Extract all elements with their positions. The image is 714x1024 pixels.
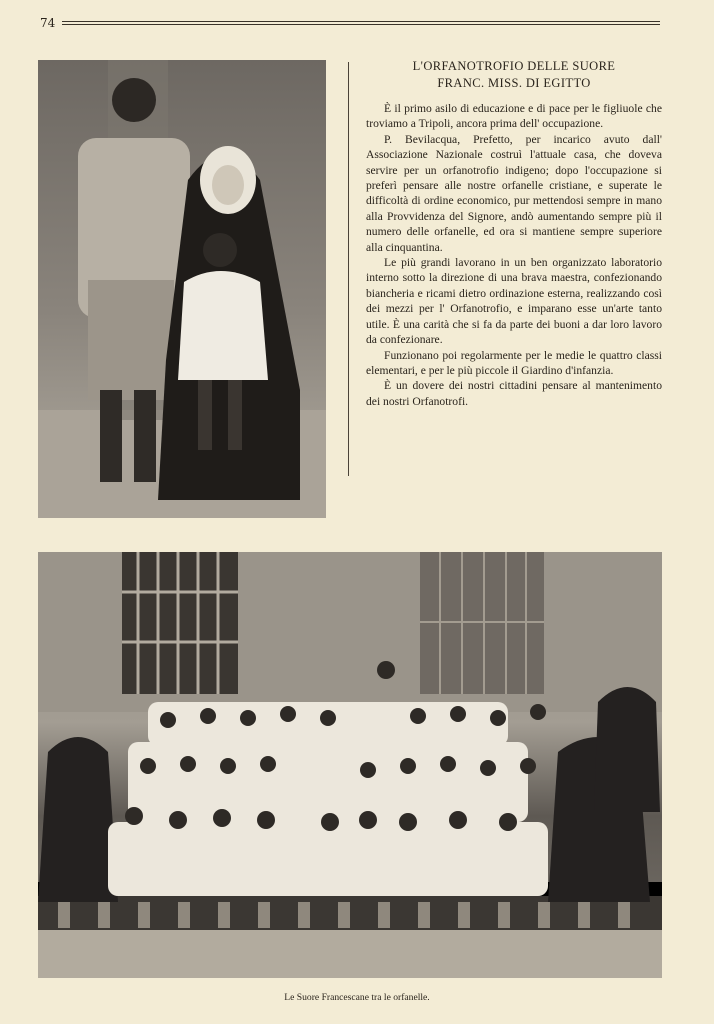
article-title-line-1: L'ORFANOTROFIO DELLE SUORE — [412, 59, 616, 73]
paragraph: P. Bevilacqua, Prefetto, per incarico avuto dall' Associazione Nazionale costruì l'attuale casa, che doveva servire per un orfanotrofio indigeno; dopo l'occupazione si preferì pensare alle nostre orfanelle cristiane, e superate le difficoltà di ordine economico, pur mettendosi sempre in mano alla Provvidenza del Signore, andò aumentando sempre più il numero delle orfanelle, ed ora si mantiene sempre superiore alla cinquantina. — [366, 132, 662, 254]
paragraph: Funzionano poi regolarmente per le medie le quattro classi elementari, e per le più piccole il Giardino d'infanzia. — [366, 348, 662, 377]
header-rule — [62, 21, 660, 25]
paragraph: È un dovere dei nostri cittadini pensare al mantenimento dei nostri Orfanotrofi. — [366, 379, 662, 408]
page-number: 74 — [40, 16, 56, 30]
paragraph: È il primo asilo di educazione e di pace per le figliuole che troviamo a Tripoli, ancora prima dell' occupazione. — [366, 102, 662, 131]
article — [366, 58, 662, 409]
photo-caption: Le Suore Francescane tra le orfanelle. — [284, 992, 430, 1003]
portrait-photo — [38, 60, 326, 518]
article-title — [366, 58, 662, 92]
group-photo — [38, 552, 662, 978]
column-divider — [348, 62, 349, 476]
paragraph: Le più grandi lavorano in un ben organizzato laboratorio interno sotto la direzione di una brava maestra, confezionando biancheria e ricami dietro ordinazione esterna, realizzando così dei mezzi per l' Orfanotrofio, e imparano esse un'arte tanto utile. È una carità che si fa da parte dei buoni a dar loro lavoro da confezionare. — [366, 256, 662, 347]
article-title-line-2: FRANC. MISS. DI EGITTO — [437, 76, 591, 90]
